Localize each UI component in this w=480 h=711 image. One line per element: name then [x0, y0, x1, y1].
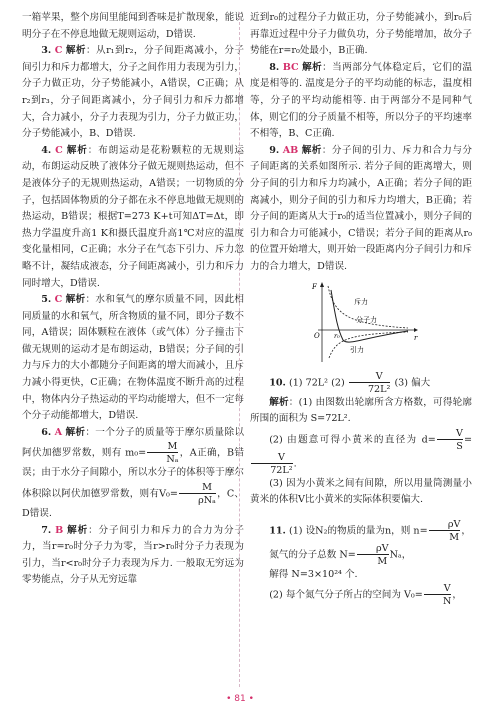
fraction-numerator: ρV	[447, 518, 461, 530]
net-force-label: 分子力	[356, 315, 377, 324]
fraction-numerator: V	[375, 370, 383, 382]
answer-part-3: (3) 偏大	[394, 377, 431, 388]
fraction-numerator: V	[277, 451, 285, 463]
answer-10-p1	[250, 395, 472, 428]
period: .	[293, 458, 297, 470]
fraction-rho-v-over-m	[357, 543, 389, 567]
answer-10-p2	[250, 428, 472, 476]
fraction-numerator: ρV	[376, 542, 389, 554]
right-column	[250, 10, 472, 607]
question-number: 3.	[41, 45, 52, 57]
fraction-denominator: Nₐ	[147, 452, 178, 465]
f-axis-arrow	[320, 282, 324, 287]
analysis-text: ，C、D错误.	[22, 488, 245, 520]
analysis-label: 解析	[65, 294, 86, 306]
r-axis-arrow	[414, 328, 418, 332]
answer-choice: AB	[282, 144, 299, 156]
answer-4	[22, 143, 244, 292]
answer-choice: C	[55, 144, 63, 156]
continued-paragraph: 近到r₀的过程分子力做正功，分子势能减小，到r₀后再靠近过程中分子力做负功，分子势能增加，故分子势能在r=r₀处最小，B正确.	[250, 12, 472, 57]
analysis-text: ：分子间的引力、斥力和合力与分子间距离的关系如图所示. 若分子间的距离增大，则分子间的引力和斥力均减小，A正确；若分子间的距离减小，则分子间的引力和斥力均增大，B正确；若分子间的距离从大于r₀的适当位置减小，则分子间的引力和合力可能减小，C错误；若分子间的距离从r₀的位置开始增大，则开始一段距离内分子间引力和斥力的合力增大，D错误.	[250, 144, 472, 272]
fraction-v-over-72l2	[251, 452, 293, 476]
analysis-text: ，A正确，B错误；由于水分子间隙小，所以水分子的体积等于摩尔体积除以阿伏加德罗常数，则有V₀=	[22, 447, 245, 500]
fraction-answer	[349, 371, 391, 395]
fraction-v-over-s	[437, 428, 463, 452]
answer-5	[22, 292, 244, 425]
fraction-numerator: V	[456, 427, 463, 439]
page-footer	[0, 694, 480, 704]
analysis-text: (2) 由题意可得小黄米的直径为 d=	[269, 434, 436, 446]
answer-part-1: (1) 72L²	[288, 377, 329, 388]
fraction-molecule-volume	[179, 482, 216, 506]
question-number: 7.	[41, 524, 52, 536]
column-divider	[239, 12, 240, 687]
answer-10-line	[250, 371, 472, 395]
answer-choice: C	[54, 45, 63, 57]
answer-8	[250, 60, 472, 143]
equals-sign: =	[463, 434, 472, 446]
left-column	[22, 10, 244, 589]
analysis-label: 解析	[67, 524, 89, 536]
attraction-label: 引力	[350, 345, 364, 354]
continued-paragraph: 一箱苹果，整个房间里能闻到香味是扩散现象，能说明分子在不停息地做无规则运动，D错误.	[22, 12, 244, 40]
question-number: 11.	[269, 525, 286, 537]
fraction-numerator: M	[167, 441, 178, 453]
fraction-numerator: V	[443, 583, 451, 595]
fraction-denominator: S	[437, 439, 463, 452]
answer-choice: B	[55, 524, 64, 536]
question-number: 9.	[269, 144, 280, 156]
analysis-text: ：(1) 由图数出轮廓所含方格数，可得轮廓所围的面积为 S=72L².	[250, 396, 473, 425]
analysis-text: (2) 每个氮气分子所占的空间为 V₀=	[269, 589, 423, 601]
origin-label: O	[314, 331, 320, 340]
question-number: 8.	[269, 61, 280, 73]
answer-11-p4	[250, 583, 472, 607]
f-axis-label: F	[312, 282, 317, 291]
comma: ，	[461, 525, 471, 537]
footer-dot: •	[226, 694, 232, 704]
analysis-label: 解析	[65, 426, 86, 438]
fraction-molecule-mass	[147, 441, 178, 465]
question-number: 5.	[41, 294, 52, 306]
question-number: 6.	[41, 426, 52, 438]
fraction-denominator: 72L²	[349, 382, 391, 395]
answer-11-p1	[250, 519, 472, 543]
analysis-label: 解析	[302, 61, 323, 73]
fraction-denominator: ρNₐ	[179, 493, 216, 506]
answer-7	[22, 523, 244, 589]
analysis-text: Nₐ，	[389, 549, 412, 561]
answer-choice: BC	[282, 61, 299, 73]
answer-3	[22, 43, 244, 143]
answer-11-p3: 解得 N=3×10²⁴ 个.	[269, 568, 358, 580]
fraction-numerator: M	[202, 482, 212, 494]
analysis-text: 氮气的分子总数 N=	[269, 549, 356, 561]
analysis-text: ：当两部分气体稳定后，它们的温度是相等的. 温度是分子的平均动能的标志，温度相等，分子的平均动能相等. 由于两部分不是同种气体，则它们的分子质量不相等，所以分子的平均速率不相等，B、C正确.	[250, 61, 473, 140]
answer-choice: C	[54, 294, 63, 306]
repulsion-label: 斥力	[354, 297, 368, 306]
analysis-text: ：从r₁到r₂，分子间距离减小，分子间引力和斥力都增大，分子之间作用力表现为引力，分子力做正功，分子势能减小，A错误，C正确；从r₂到r₃，分子间距离减小，分子间引力和斥力都增大，合力减小，分子力表现为引力，分子力做正功，分子势能减小，B、D错误.	[22, 45, 244, 140]
analysis-text: ：水和氧气的摩尔质量不同，因此相同质量的水和氧气，所含物质的量不同，即分子数不同，A错误；固体颗粒在液体（或气体）分子撞击下做无规则的运动才是布朗运动，B错误；分子间的引力与斥力的大小都随分子间距离的增大而减小，且斥力减小得更快，C正确；在物体温度不断升高的过程中，物体内分子热运动的平均动能增大，但不一定每个分子动能都增大，D错误.	[22, 294, 244, 422]
answer-9	[250, 143, 472, 276]
fraction-denominator: N	[424, 594, 452, 607]
page-number: 81	[234, 694, 246, 704]
answer-6	[22, 425, 244, 523]
comma: ，	[452, 589, 463, 601]
question-number: 4.	[41, 144, 52, 156]
analysis-label: 解析	[66, 144, 88, 156]
analysis-label: 解析	[269, 396, 289, 408]
answer-10-p3: (3) 因为小黄米之间有间隙，所以用量筒测量小黄米的体积V比小黄米的实际体积要偏大.	[250, 477, 472, 506]
fraction-denominator: M	[429, 530, 461, 543]
r-axis-label: r	[414, 333, 418, 342]
analysis-label: 解析	[65, 45, 86, 57]
question-number: 10.	[269, 377, 286, 388]
footer-dot: •	[248, 694, 254, 704]
analysis-text: ：一个分子的质量等于摩尔质量除以阿伏加德罗常数，则有 m₀=	[22, 426, 244, 459]
fraction-denominator: M	[357, 554, 389, 567]
analysis-label: 解析	[301, 144, 322, 156]
force-distance-graph	[310, 280, 420, 365]
answer-choice: A	[54, 426, 63, 438]
answer-part-2: (2)	[331, 377, 345, 388]
fraction-denominator: 72L²	[251, 463, 293, 476]
r0-label: r₀	[334, 331, 340, 340]
analysis-text: ：分子间引力和斥力的合力为分子力，当r=r₀时分子力为零，当r>r₀时分子力表现为引力，当r<r₀时分子力表现为斥力. 一般取无穷远为零势能点，分子从无穷远靠	[22, 524, 244, 586]
analysis-text: ：布朗运动是花粉颗粒的无规则运动，布朗运动反映了液体分子做无规则热运动，但不是液体分子的无规则热运动，A错误；一切物质的分子，包括固体物质的分子都在永不停息地做无规则的热运动，B错误；根据T=273 K+t可知ΔT=Δt，即热力学温度升高1 K和摄氏温度升高1℃对应的温度变化量相同，C正确；水分子在气态下引力、斥力忽略不计，凝结成液态，分子间距离减小，引力和斥力同时增大，D错误.	[22, 144, 244, 289]
fraction-v-over-n	[424, 583, 452, 607]
analysis-text: (1) 设N₂的物质的量为n，则 n=	[288, 525, 428, 537]
fraction-rho-v-over-m	[429, 519, 461, 543]
answer-11-p2	[250, 543, 472, 567]
